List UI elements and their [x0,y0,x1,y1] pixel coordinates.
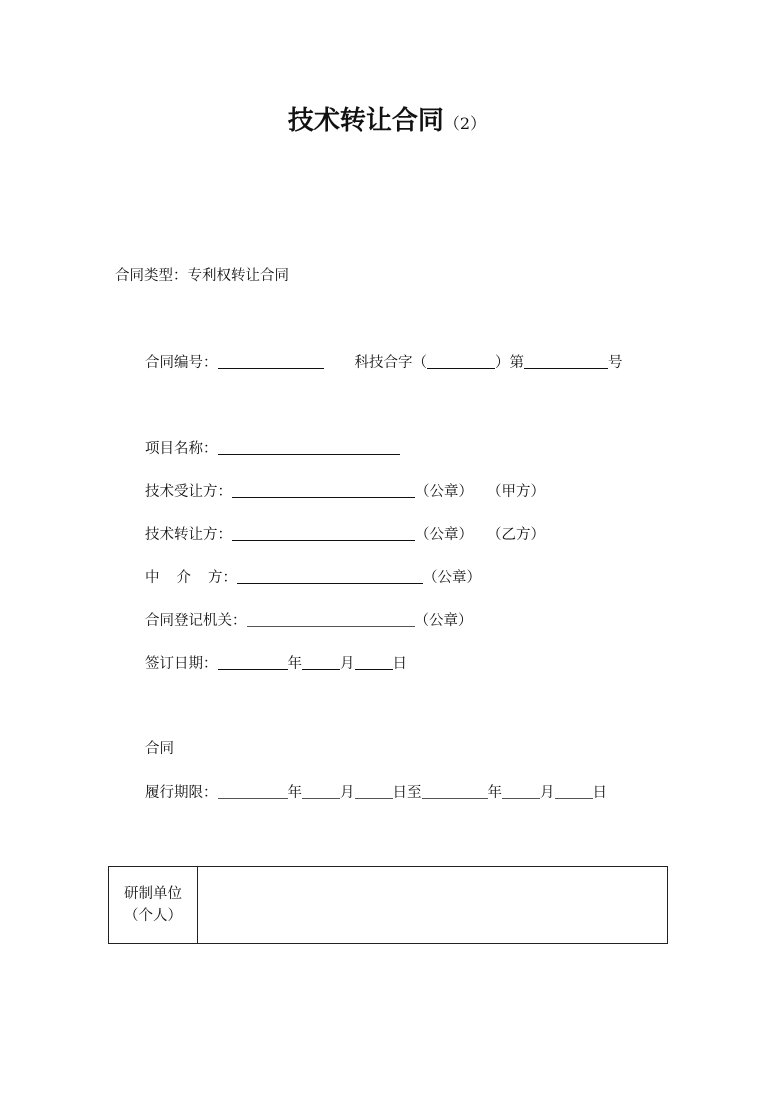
term-start-day-field[interactable] [355,782,393,799]
term-start-day-label: 日至 [392,785,422,801]
registry-row [145,610,473,631]
intermediary-row [145,567,481,588]
keji-label: 科技合字（ [354,355,427,371]
assignee-seal: （公章） [415,484,473,500]
term-row [145,782,607,803]
contract-number-row [145,352,623,373]
assignee-field[interactable] [232,481,415,498]
term-end-year-label: 年 [487,785,502,801]
di-label: ）第 [495,355,524,371]
intermediary-colon: ： [222,570,237,586]
term-start-year-field[interactable] [218,782,288,799]
project-name-field[interactable] [218,438,400,455]
term-end-month-field[interactable] [502,782,540,799]
document-title [0,102,774,143]
developer-table [108,866,668,944]
developer-value-cell[interactable] [198,867,668,944]
intermediary-char-1: 中 [145,570,160,586]
term-heading: 合同 [145,741,174,757]
developer-label-line2: （个人） [124,908,182,924]
term-end-day-field[interactable] [555,782,593,799]
hao-label: 号 [608,355,623,371]
term-end-year-field[interactable] [422,782,488,799]
contract-number-label: 合同编号： [145,355,218,371]
sign-day-label: 日 [392,656,407,672]
term-end-day-label: 日 [592,785,607,801]
registry-label: 合同登记机关： [145,613,247,629]
intermediary-seal: （公章） [423,570,481,586]
contract-type: 合同类型：专利权转让合同 [115,268,289,284]
developer-label-cell [109,867,198,944]
sign-month-field[interactable] [302,653,340,670]
developer-label-line1: 研制单位 [124,886,182,902]
sign-month-label: 月 [340,656,355,672]
intermediary-char-2: 介 [176,570,191,586]
term-start-month-field[interactable] [302,782,340,799]
registry-seal: （公章） [414,613,473,629]
contract-number-field[interactable] [218,352,324,369]
term-end-month-label: 月 [540,785,555,801]
assignee-row [145,481,545,502]
sign-year-label: 年 [287,656,302,672]
assignor-row [145,524,545,545]
registry-field[interactable] [247,610,415,627]
serial-number-field[interactable] [524,352,608,369]
sign-day-field[interactable] [355,653,393,670]
assignee-role: （甲方） [487,484,545,500]
assignor-seal: （公章） [415,527,473,543]
assignor-role: （乙方） [487,527,545,543]
keji-year-field[interactable] [427,352,495,369]
sign-date-row [145,653,407,674]
title-sub: （2） [443,114,487,133]
project-name-label: 项目名称： [145,441,218,457]
sign-year-field[interactable] [218,653,288,670]
assignor-field[interactable] [232,524,415,541]
sign-date-label: 签订日期： [145,656,218,672]
intermediary-char-3: 方 [208,570,223,586]
assignor-label: 技术转让方： [145,527,232,543]
term-start-year-label: 年 [287,785,302,801]
term-start-month-label: 月 [340,785,355,801]
intermediary-field[interactable] [237,567,423,584]
title-main: 技术转让合同 [287,106,444,136]
assignee-label: 技术受让方： [145,484,232,500]
project-name-row [145,438,400,459]
term-label: 履行期限： [145,785,218,801]
